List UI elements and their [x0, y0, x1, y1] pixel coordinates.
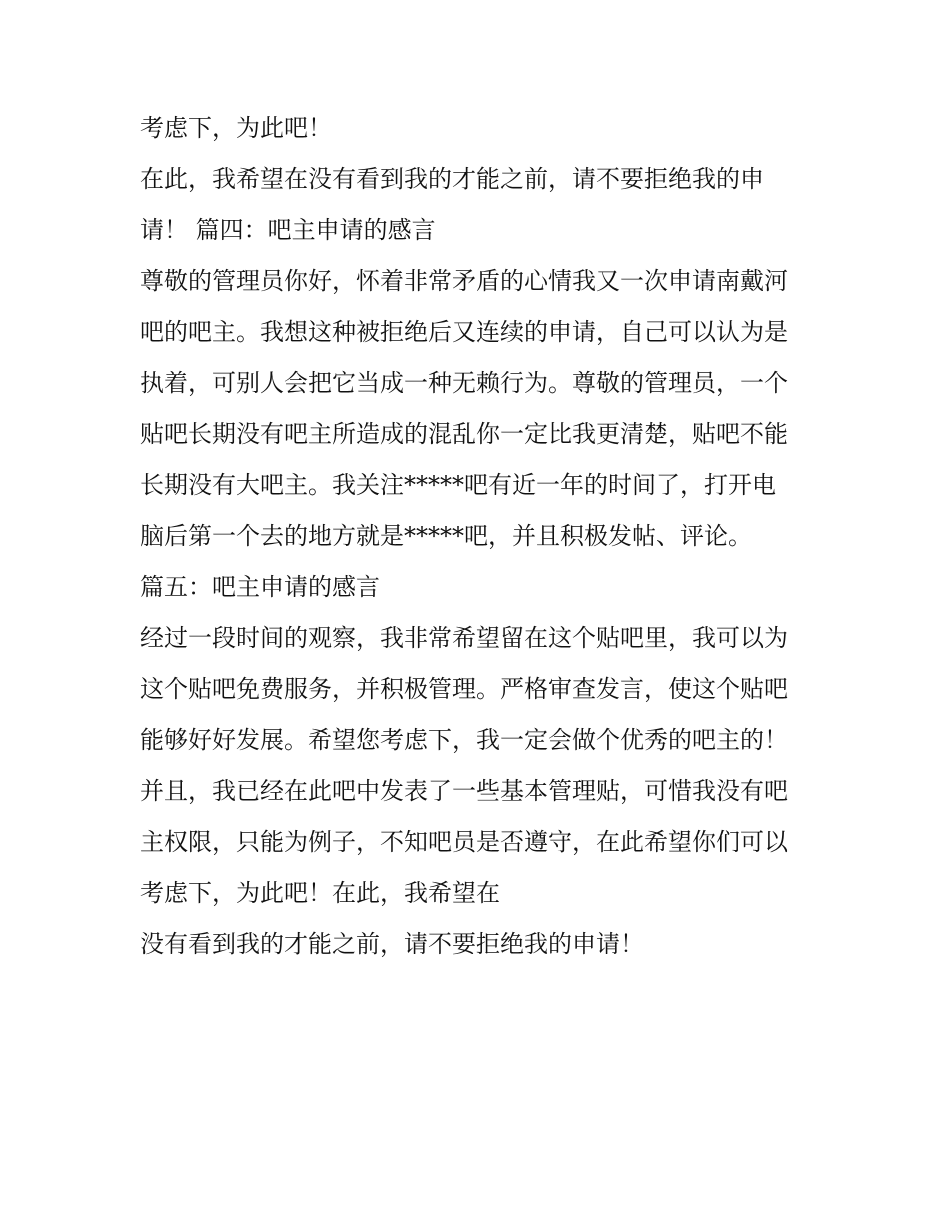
text-line: 主权限，只能为例子，不知吧员是否遵守，在此希望你们可以 [140, 828, 788, 856]
section-heading: 篇五：吧主申请的感言 [140, 573, 380, 601]
text-line: 经过一段时间的观察，我非常希望留在这个贴吧里，我可以为 [140, 624, 788, 652]
text-line: 执着，可别人会把它当成一种无赖行为。尊敬的管理员，一个 [140, 369, 788, 397]
text-line: 尊敬的管理员你好，怀着非常矛盾的心情我又一次申请南戴河 [140, 267, 788, 295]
text-line: 贴吧长期没有吧主所造成的混乱你一定比我更清楚，贴吧不能 [140, 420, 788, 448]
text-line: 能够好好发展。希望您考虑下，我一定会做个优秀的吧主的！ [140, 726, 788, 754]
text-line: 脑后第一个去的地方就是*****吧，并且积极发帖、评论。 [140, 522, 752, 550]
text-line: 考虑下，为此吧！ [140, 114, 332, 142]
text-line: 考虑下，为此吧！在此，我希望在 [140, 879, 500, 907]
text-line: 长期没有大吧主。我关注*****吧有近一年的时间了，打开电 [140, 471, 776, 499]
text-line: 在此，我希望在没有看到我的才能之前，请不要拒绝我的申 [140, 165, 764, 193]
document-body [140, 103, 830, 970]
text-line: 没有看到我的才能之前，请不要拒绝我的申请！ [140, 930, 644, 958]
text-line: 吧的吧主。我想这种被拒绝后又连续的申请，自己可以认为是 [140, 318, 788, 346]
text-line: 并且，我已经在此吧中发表了一些基本管理贴，可惜我没有吧 [140, 777, 788, 805]
text-line: 这个贴吧免费服务，并积极管理。严格审查发言，使这个贴吧 [140, 675, 788, 703]
text-line: 请！ 篇四：吧主申请的感言 [140, 216, 436, 244]
